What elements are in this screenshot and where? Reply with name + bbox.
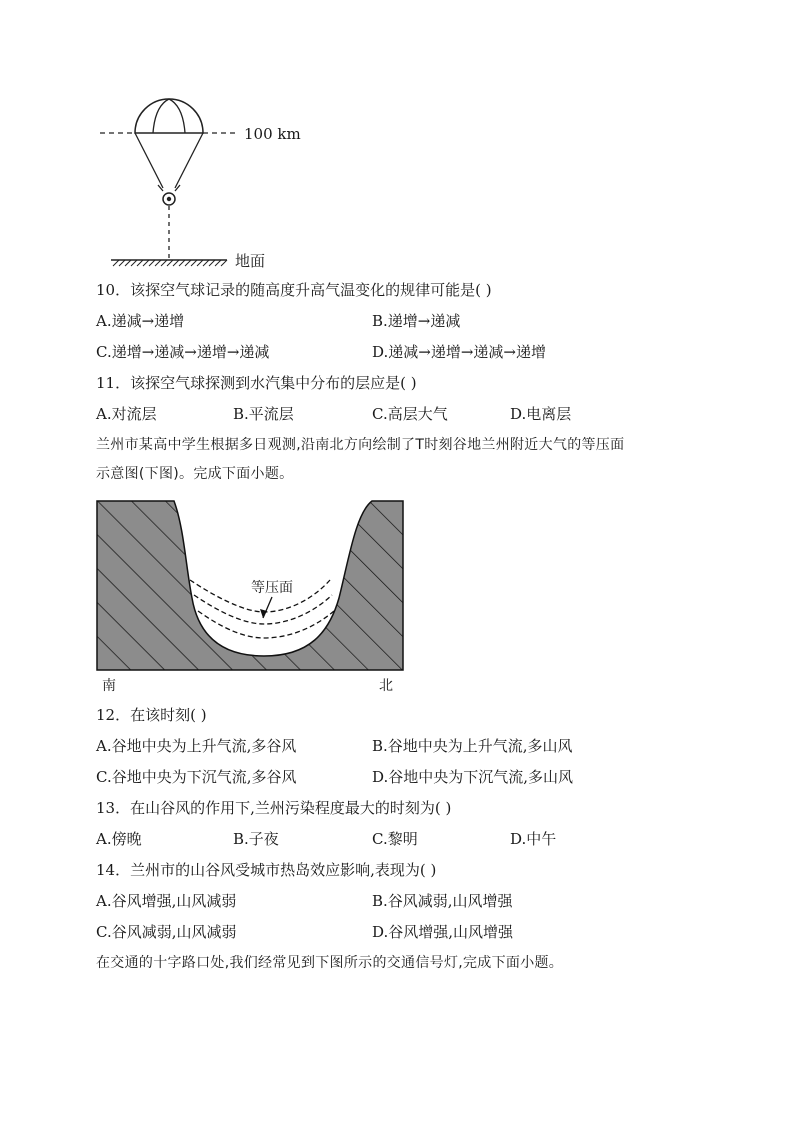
- q14-stem: 14．兰州市的山谷风受城市热岛效应影响,表现为( ): [96, 861, 437, 879]
- south-label: 南: [102, 678, 116, 694]
- instrument-dot: [167, 197, 171, 201]
- q12-option-d[interactable]: D.谷地中央为下沉气流,多山风: [372, 768, 574, 786]
- ground-label: 地面: [235, 252, 266, 270]
- q10-option-b[interactable]: B.递增→递减: [372, 312, 461, 330]
- q13-option-a[interactable]: A.傍晚: [96, 830, 142, 848]
- q11-option-c[interactable]: C.高层大气: [372, 405, 448, 423]
- q12-option-b[interactable]: B.谷地中央为上升气流,多山风: [372, 737, 573, 755]
- parachute-string-right: [175, 133, 203, 188]
- q11-stem: 11．该探空气球探测到水汽集中分布的层应是( ): [96, 374, 417, 392]
- q10-stem: 10．该探空气球记录的随高度升高气温变化的规律可能是( ): [96, 281, 492, 299]
- q13-option-b[interactable]: B.子夜: [233, 830, 279, 848]
- altitude-label: 100 km: [244, 125, 301, 143]
- q11-option-b[interactable]: B.平流层: [233, 405, 294, 423]
- q14-option-a[interactable]: A.谷风增强,山风减弱: [96, 892, 237, 910]
- balloon-figure: [95, 92, 325, 272]
- isobar-line-3: [198, 611, 334, 638]
- parachute-canopy: [135, 99, 203, 133]
- parachute-string-left: [135, 133, 163, 188]
- isobar-label: 等压面: [251, 580, 293, 596]
- q12-option-a[interactable]: A.谷地中央为上升气流,多谷风: [96, 737, 297, 755]
- q12-option-c[interactable]: C.谷地中央为下沉气流,多谷风: [96, 768, 297, 786]
- q11-option-d[interactable]: D.电离层: [510, 405, 572, 423]
- q13-option-d[interactable]: D.中午: [510, 830, 557, 848]
- valley-terrain: [97, 501, 403, 670]
- q14-option-d[interactable]: D.谷风增强,山风增强: [372, 923, 514, 941]
- lanzhou-intro-line2: 示意图(下图)。完成下面小题。: [96, 466, 294, 482]
- lanzhou-intro-line1: 兰州市某高中学生根据多日观测,沿南北方向绘制了T时刻谷地兰州附近大气的等压面: [96, 437, 625, 453]
- isobar-line-2: [194, 595, 332, 624]
- q12-stem: 12．在该时刻( ): [96, 706, 207, 724]
- q13-stem: 13．在山谷风的作用下,兰州污染程度最大的时刻为( ): [96, 799, 452, 817]
- q14-option-c[interactable]: C.谷风减弱,山风减弱: [96, 923, 237, 941]
- valley-isobar-figure: [94, 498, 414, 696]
- q10-option-c[interactable]: C.递增→递减→递增→递减: [96, 343, 270, 361]
- north-label: 北: [379, 678, 393, 694]
- q13-option-c[interactable]: C.黎明: [372, 830, 418, 848]
- q10-option-a[interactable]: A.递减→递增: [96, 312, 185, 330]
- q11-option-a[interactable]: A.对流层: [96, 405, 157, 423]
- q10-option-d[interactable]: D.递减→递增→递减→递增: [372, 343, 546, 361]
- q14-option-b[interactable]: B.谷风减弱,山风增强: [372, 892, 513, 910]
- traffic-intro-line1: 在交通的十字路口处,我们经常见到下图所示的交通信号灯,完成下面小题。: [96, 955, 564, 971]
- ground-hatch: [113, 260, 227, 266]
